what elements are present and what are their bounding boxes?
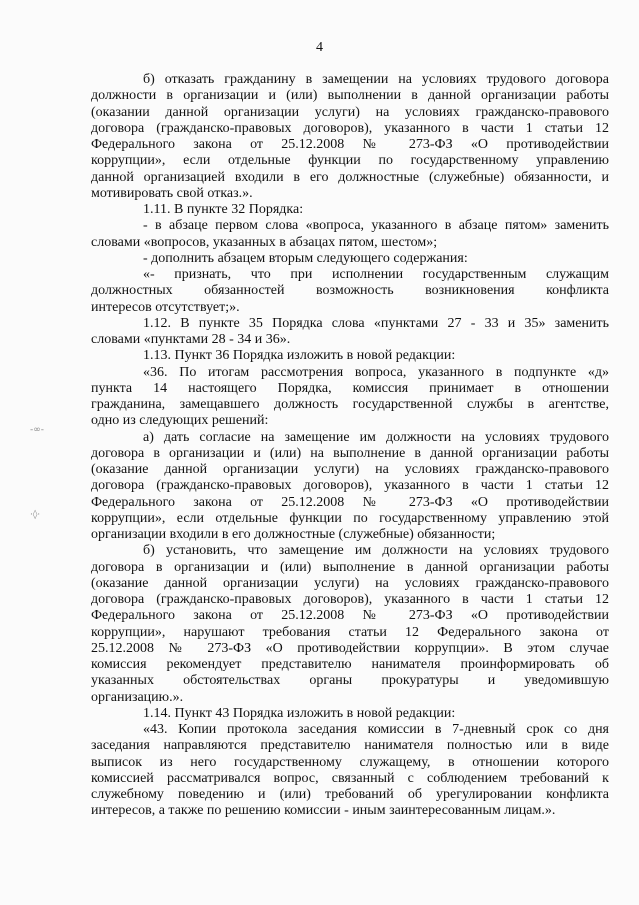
text-line: должности в организации и (или) выполнении в данной организации работы — [91, 88, 609, 104]
text-line: (оказании данной организации услуги) на условиях гражданско-правового — [91, 104, 609, 120]
text-line: - дополнить абзацем вторым следующего содержания: — [143, 250, 468, 266]
text-line: коррупции», если отдельные функции по государственному управлению этой — [91, 510, 609, 526]
text-line: коррупции», если отдельные функции по государственному управлению — [91, 153, 609, 169]
text-line: «- признать, что при исполнении государственным служащим — [143, 267, 609, 282]
scan-mark: ·◊· — [30, 510, 41, 520]
text-line: организацию.». — [91, 689, 184, 705]
text-line: заседания направляются представителю нанимателя полностью или в виде — [91, 738, 609, 754]
text-line: должностных обязанностей возможность возникновения конфликта — [91, 283, 609, 299]
text-line: 1.14. Пункт 43 Порядка изложить в новой редакции: — [143, 705, 456, 721]
text-line: (оказание данной организации услуги) на условиях гражданско-правового — [91, 575, 609, 591]
text-line: интересов отсутствует;». — [91, 299, 240, 315]
text-line: б) отказать гражданину в замещении на условиях трудового договора — [143, 72, 609, 87]
text-line: 25.12.2008 № 273-ФЗ «О противодействии коррупции». В этом случае — [91, 640, 609, 656]
document-body — [91, 72, 609, 820]
text-line: служебному поведению и (или) требований об урегулировании конфликта — [91, 787, 609, 802]
text-line: комиссия рекомендует представителю нанимателя проинформировать об — [91, 657, 609, 672]
text-line: данной организацией входили в его должностные (служебные) обязанности, и — [91, 169, 609, 185]
text-line: словами «пунктами 28 - 34 и 36». — [91, 332, 291, 347]
text-line: Федерального закона от 25.12.2008 № 273-ФЗ «О противодействии — [91, 137, 609, 152]
text-line: 1.13. Пункт 36 Порядка изложить в новой редакции: — [143, 348, 456, 364]
text-line: а) дать согласие на замещение им должности на условиях трудового — [143, 429, 609, 445]
text-line: одно из следующих решений: — [91, 413, 269, 429]
scan-mark: -∞- — [30, 425, 44, 435]
text-line: указанных обстоятельствах органы прокуратуры и уведомившую — [91, 673, 609, 689]
text-line: 1.11. В пункте 32 Порядка: — [143, 202, 304, 217]
text-line: б) установить, что замещение им должности на условиях трудового — [143, 543, 609, 559]
text-line: Федерального закона от 25.12.2008 № 273-ФЗ «О противодействии — [91, 608, 609, 624]
text-line: договора (гражданско-правовых договоров), указанного в части 1 статьи 12 — [91, 120, 609, 136]
text-line: выписок из него государственному служащему, в отношении которого — [91, 754, 609, 770]
text-line: договора (гражданско-правовых договоров), указанного в части 1 статьи 12 — [91, 592, 609, 607]
text-line: организации входили в его должностные (служебные) обязанности; — [91, 527, 496, 542]
text-line: комиссией рассматривался вопрос, связанный с соблюдением требований к — [91, 770, 609, 786]
text-line: договора в организации и (или) на выполнение в данной организации работы — [91, 445, 609, 461]
text-line: гражданина, замещавшего должность государственной службы в агентстве, — [91, 397, 609, 412]
text-line: - в абзаце первом слова «вопроса, указанного в абзаце пятом» заменить — [143, 218, 609, 234]
text-line: договора в организации и (или) выполнение в данной организации работы — [91, 559, 609, 575]
text-line: коррупции», нарушают требования статьи 12 Федерального закона от — [91, 624, 609, 640]
text-line: договора (гражданско-правовых договоров), указанного в части 1 статьи 12 — [91, 478, 609, 494]
text-line: словами «вопросов, указанных в абзацах пятом, шестом»; — [91, 234, 438, 250]
page-number: 4 — [316, 40, 323, 55]
text-line: пункта 14 настоящего Порядка, комиссия принимает в отношении — [91, 380, 609, 396]
text-line: Федерального закона от 25.12.2008 № 273-ФЗ «О противодействии — [91, 494, 609, 510]
text-line: мотивировать свой отказ.». — [91, 185, 253, 201]
text-line: 1.12. В пункте 35 Порядка слова «пунктами 27 - 33 и 35» заменить — [143, 315, 609, 331]
text-line: «43. Копии протокола заседания комиссии в 7-дневный срок со дня — [143, 722, 609, 737]
text-line: (оказание данной организации услуги) на условиях гражданско-правового — [91, 462, 609, 477]
text-line: интересов, а также по решению комиссии - иным заинтересованным лицам.». — [91, 803, 556, 819]
text-line: «36. По итогам рассмотрения вопроса, указанного в подпункте «д» — [143, 364, 609, 380]
